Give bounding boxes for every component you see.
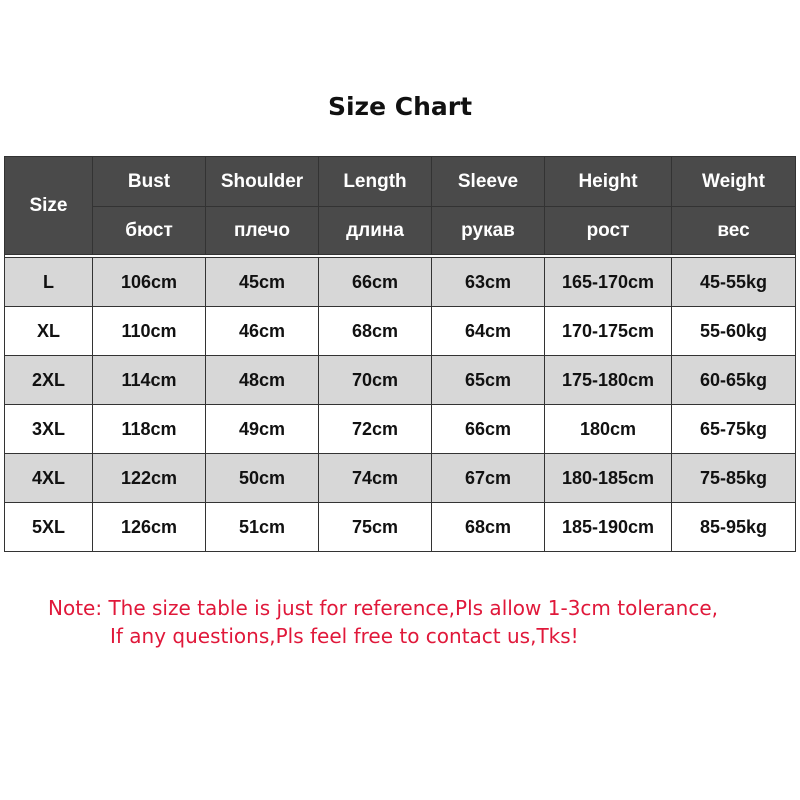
shoulder-cell: 48cm [206,356,319,405]
sleeve-cell: 64cm [432,307,545,356]
column-subheader-shoulder: плечо [206,207,319,255]
size-cell: XL [5,307,93,356]
bust-cell: 118cm [93,405,206,454]
column-header-weight: Weight [672,157,796,207]
column-subheader-sleeve: рукав [432,207,545,255]
header-row-russian [5,207,796,255]
length-cell: 74cm [319,454,432,503]
note-line-1: Note: The size table is just for reference,Pls allow 1-3cm tolerance, [48,596,719,620]
size-table [4,156,796,552]
length-cell: 66cm [319,258,432,307]
shoulder-cell: 45cm [206,258,319,307]
weight-cell: 85-95kg [672,503,796,552]
bust-cell: 110cm [93,307,206,356]
sleeve-cell: 65cm [432,356,545,405]
bust-cell: 122cm [93,454,206,503]
column-subheader-height: рост [545,207,672,255]
table-row [5,454,796,503]
column-subheader-bust: бюст [93,207,206,255]
sleeve-cell: 68cm [432,503,545,552]
length-cell: 72cm [319,405,432,454]
column-header-length: Length [319,157,432,207]
height-cell: 180cm [545,405,672,454]
weight-cell: 45-55kg [672,258,796,307]
height-cell: 170-175cm [545,307,672,356]
size-cell: 3XL [5,405,93,454]
column-header-shoulder: Shoulder [206,157,319,207]
length-cell: 70cm [319,356,432,405]
table-row [5,258,796,307]
tolerance-note [48,594,718,650]
column-header-bust: Bust [93,157,206,207]
weight-cell: 60-65kg [672,356,796,405]
header-row-english [5,157,796,207]
sleeve-cell: 63cm [432,258,545,307]
height-cell: 165-170cm [545,258,672,307]
shoulder-cell: 46cm [206,307,319,356]
size-cell: 4XL [5,454,93,503]
shoulder-cell: 49cm [206,405,319,454]
length-cell: 68cm [319,307,432,356]
height-cell: 175-180cm [545,356,672,405]
height-cell: 185-190cm [545,503,672,552]
bust-cell: 114cm [93,356,206,405]
sleeve-cell: 67cm [432,454,545,503]
weight-cell: 75-85kg [672,454,796,503]
bust-cell: 126cm [93,503,206,552]
table-row [5,503,796,552]
sleeve-cell: 66cm [432,405,545,454]
table-row [5,307,796,356]
column-header-sleeve: Sleeve [432,157,545,207]
weight-cell: 65-75kg [672,405,796,454]
height-cell: 180-185cm [545,454,672,503]
column-subheader-weight: вес [672,207,796,255]
column-subheader-length: длина [319,207,432,255]
table-row [5,356,796,405]
column-header-height: Height [545,157,672,207]
page-title: Size Chart [327,92,473,121]
size-cell: L [5,258,93,307]
weight-cell: 55-60kg [672,307,796,356]
table-row [5,405,796,454]
size-column-header: Size [5,157,93,255]
note-line-2: If any questions,Pls feel free to contact us,Tks! [110,624,579,648]
shoulder-cell: 50cm [206,454,319,503]
bust-cell: 106cm [93,258,206,307]
size-cell: 2XL [5,356,93,405]
size-cell: 5XL [5,503,93,552]
length-cell: 75cm [319,503,432,552]
shoulder-cell: 51cm [206,503,319,552]
